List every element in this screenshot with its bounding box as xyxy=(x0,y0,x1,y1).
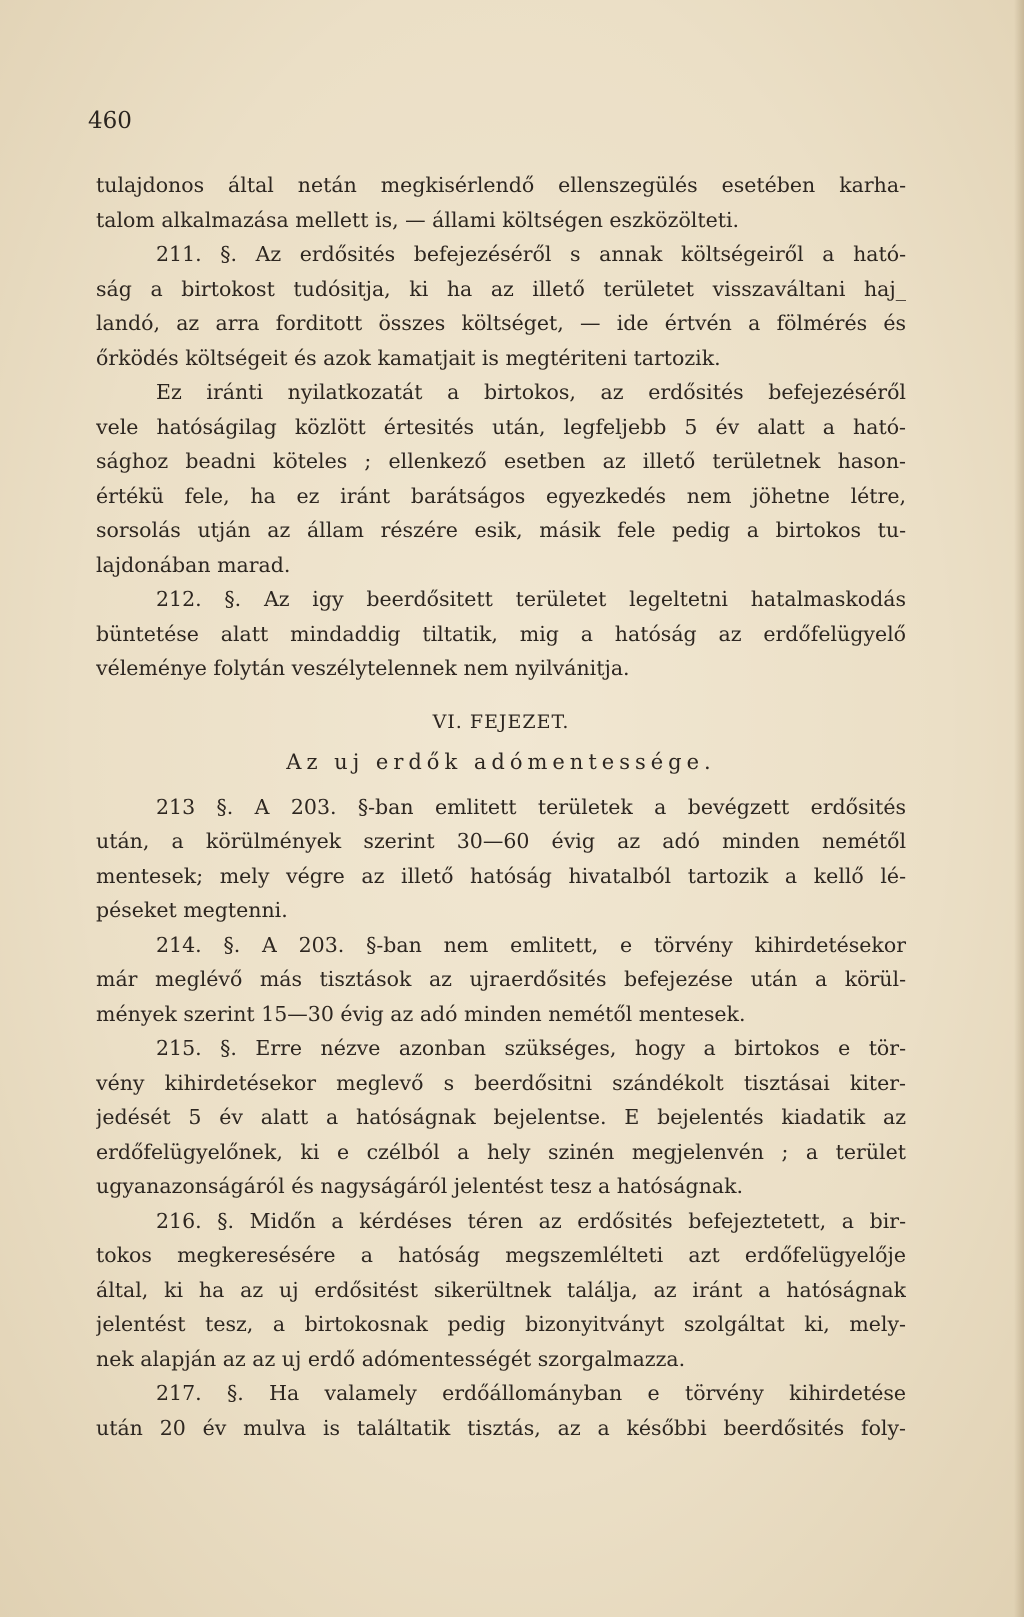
text-line: talom alkalmazása mellett is, — állami költségen eszközölteti. xyxy=(96,207,740,232)
page-text xyxy=(96,168,906,1445)
text-line: mentesek; mely végre az illető hatóság hivatalból tartozik a kellő lé- xyxy=(96,863,906,888)
chapter-title: Az uj erdők adómentessége. xyxy=(286,749,716,774)
text-line: után 20 év mulva is találtatik tisztás, az a későbbi beerdősités foly- xyxy=(96,1415,906,1440)
text-line: értékü fele, ha ez iránt barátságos egyezkedés nem jöhetne létre, xyxy=(96,483,906,508)
text-line: már meglévő más tisztások az ujraerdősités befejezése után a körül- xyxy=(96,967,906,991)
page-number: 460 xyxy=(88,108,132,134)
text-line: őrködés költségeit és azok kamatjait is megtériteni tartozik. xyxy=(96,345,721,370)
text-line: által, ki ha az uj erdősitést sikerültnek találja, az iránt a hatóságnak xyxy=(96,1277,906,1302)
chapter-heading: VI. FEJEZET. xyxy=(432,710,570,733)
paragraph-216-start: 216. §. Midőn a kérdéses téren az erdősités befejeztetett, a bir- xyxy=(156,1208,906,1233)
paragraph-215-start: 215. §. Erre nézve azonban szükséges, hogy a birtokos e tör- xyxy=(156,1036,906,1060)
text-line: véleménye folytán veszélytelennek nem nyilvánitja. xyxy=(96,656,630,680)
text-line: ság a birtokost tudósitja, ki ha az illető területet visszaváltani haj_ xyxy=(96,276,906,301)
paragraph-212-start: 212. §. Az igy beerdősitett területet legeltetni hatalmaskodás xyxy=(156,587,906,611)
text-line: büntetése alatt mindaddig tiltatik, mig a hatóság az erdőfelügyelő xyxy=(96,621,906,646)
paragraph-213-start: 213 §. A 203. §-ban emlitett területek a bevégzett erdősités xyxy=(156,794,906,819)
text-line: erdőfelügyelőnek, ki e czélból a hely szinén megjelenvén ; a terület xyxy=(96,1139,906,1164)
paragraph-211-start: 211. §. Az erdősités befejezéséről s annak költségeiről a ható- xyxy=(156,242,906,266)
paragraph-start: Ez iránti nyilatkozatát a birtokos, az erdősités befejezéséről xyxy=(156,380,906,404)
text-line: vény kihirdetésekor meglevő s beerdősitni szándékolt tisztásai kiter- xyxy=(96,1070,906,1095)
text-line: sorsolás utján az állam részére esik, másik fele pedig a birtokos tu- xyxy=(96,518,906,542)
paragraph-214-start: 214. §. A 203. §-ban nem emlitett, e törvény kihirdetésekor xyxy=(156,932,906,957)
text-line: jedését 5 év alatt a hatóságnak bejelentse. E bejelentés kiadatik az xyxy=(96,1105,906,1129)
text-line: vele hatóságilag közlött értesités után, legfeljebb 5 év alatt a ható- xyxy=(96,414,906,439)
paragraph-217-start: 217. §. Ha valamely erdőállományban e törvény kihirdetése xyxy=(156,1381,906,1405)
text-line: mények szerint 15—30 évig az adó minden nemétől mentesek. xyxy=(96,1001,746,1026)
text-line: után, a körülmények szerint 30—60 évig az adó minden nemétől xyxy=(96,829,906,853)
text-line: tulajdonos által netán megkisérlendő ellenszegülés esetében karha- xyxy=(96,173,906,197)
text-line: lajdonában marad. xyxy=(96,552,291,577)
text-line: jelentést tesz, a birtokosnak pedig bizonyitványt szolgáltat ki, mely- xyxy=(96,1312,906,1336)
page-edge xyxy=(1014,0,1024,1617)
text-line: landó, az arra forditott összes költséget, — ide értvén a fölmérés és xyxy=(96,311,906,335)
text-line: sághoz beadni köteles ; ellenkező esetben az illető területnek hason- xyxy=(96,449,906,473)
text-line: nek alapján az az uj erdő adómentességét szorgalmazza. xyxy=(96,1346,686,1371)
text-line: ugyanazonságáról és nagyságáról jelentést tesz a hatóságnak. xyxy=(96,1174,744,1198)
text-line: tokos megkeresésére a hatóság megszemlélteti azt erdőfelügyelője xyxy=(96,1243,906,1267)
text-line: péseket megtenni. xyxy=(96,898,288,922)
